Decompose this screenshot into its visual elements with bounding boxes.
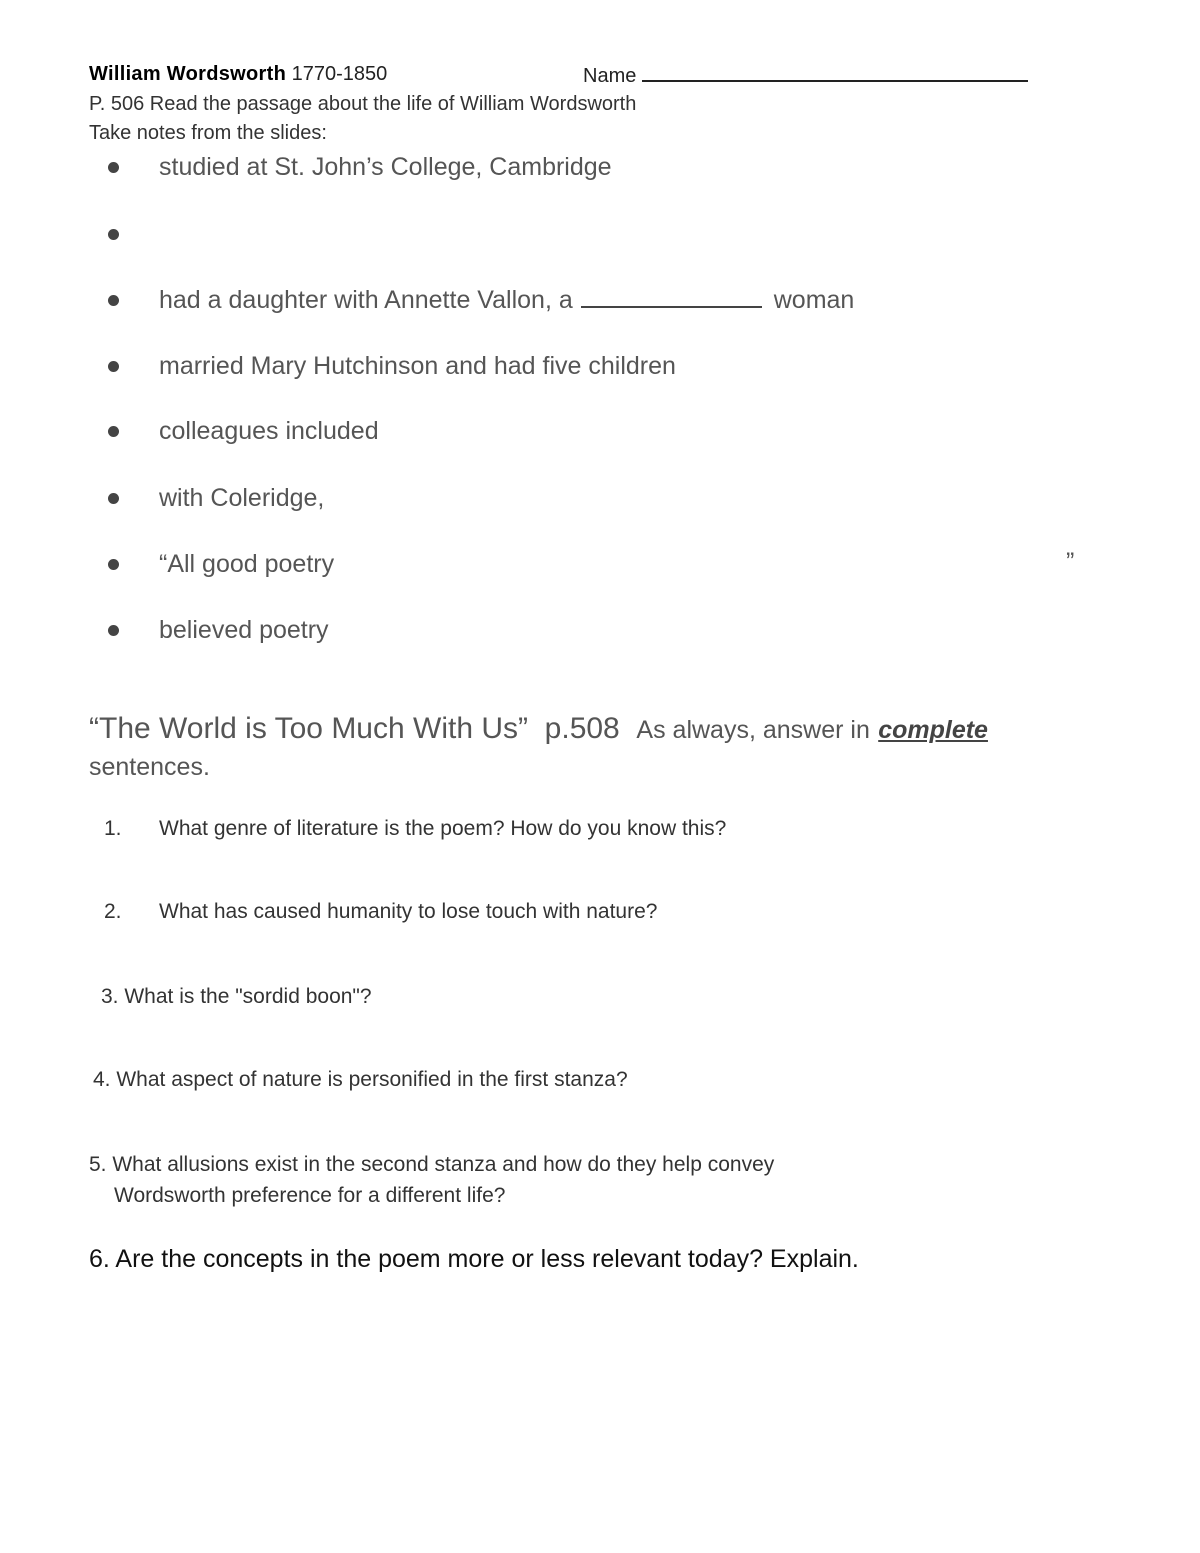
question-6: 6. Are the concepts in the poem more or less relevant today? Explain. [89,1245,859,1273]
answer-instruction-continued: sentences. [89,753,210,781]
poem-title: “The World is Too Much With Us” [89,712,528,745]
bullet-dot-icon [108,559,119,570]
note-text: colleagues included [159,417,379,445]
instruction-take-notes: Take notes from the slides: [89,122,327,144]
note-text-after-blank: woman [773,286,855,314]
bullet-dot-icon [108,295,119,306]
bullet-dot-icon [108,162,119,173]
question-number: 1. [104,817,122,840]
question-text: What genre of literature is the poem? How do you know this? [159,817,727,840]
bullet-dot-icon [108,229,119,240]
question-number: 2. [104,900,122,923]
name-blank-line[interactable] [642,62,1028,82]
note-text: believed poetry [159,616,329,644]
name-field[interactable] [583,62,1028,88]
author-dates: 1770-1850 [291,63,388,85]
note-text: “All good poetry [159,550,335,578]
question-3: 3. What is the "sordid boon"? [101,985,372,1008]
note-text: with Coleridge, [159,484,325,512]
question-1 [0,816,1200,842]
note-text: married Mary Hutchinson and had five children [159,352,676,380]
complete-emphasis: complete [878,716,988,744]
closing-quote-mark: ” [1066,548,1075,576]
note-text-before-blank: had a daughter with Annette Vallon, a [159,286,573,314]
note-text: studied at St. John’s College, Cambridge [159,153,612,181]
header-title [89,62,387,86]
author-name: William Wordsworth [89,63,287,85]
question-5-line-1: 5. What allusions exist in the second stanza and how do they help convey [89,1153,775,1176]
name-label: Name [583,65,637,87]
instruction-read-passage: P. 506 Read the passage about the life of William Wordsworth [89,93,637,115]
bullet-dot-icon [108,625,119,636]
question-4: 4. What aspect of nature is personified in the first stanza? [93,1068,628,1091]
question-2 [0,899,1200,925]
poem-section-heading [89,710,988,749]
fill-in-blank[interactable] [581,284,762,308]
answer-instruction: As always, answer in [636,716,870,744]
question-5-line-2: Wordsworth preference for a different life? [114,1184,506,1207]
bullet-dot-icon [108,426,119,437]
bullet-dot-icon [108,361,119,372]
poem-page: p.508 [544,712,620,745]
question-text: What has caused humanity to lose touch with nature? [159,900,658,923]
note-text [159,283,854,317]
bullet-dot-icon [108,493,119,504]
